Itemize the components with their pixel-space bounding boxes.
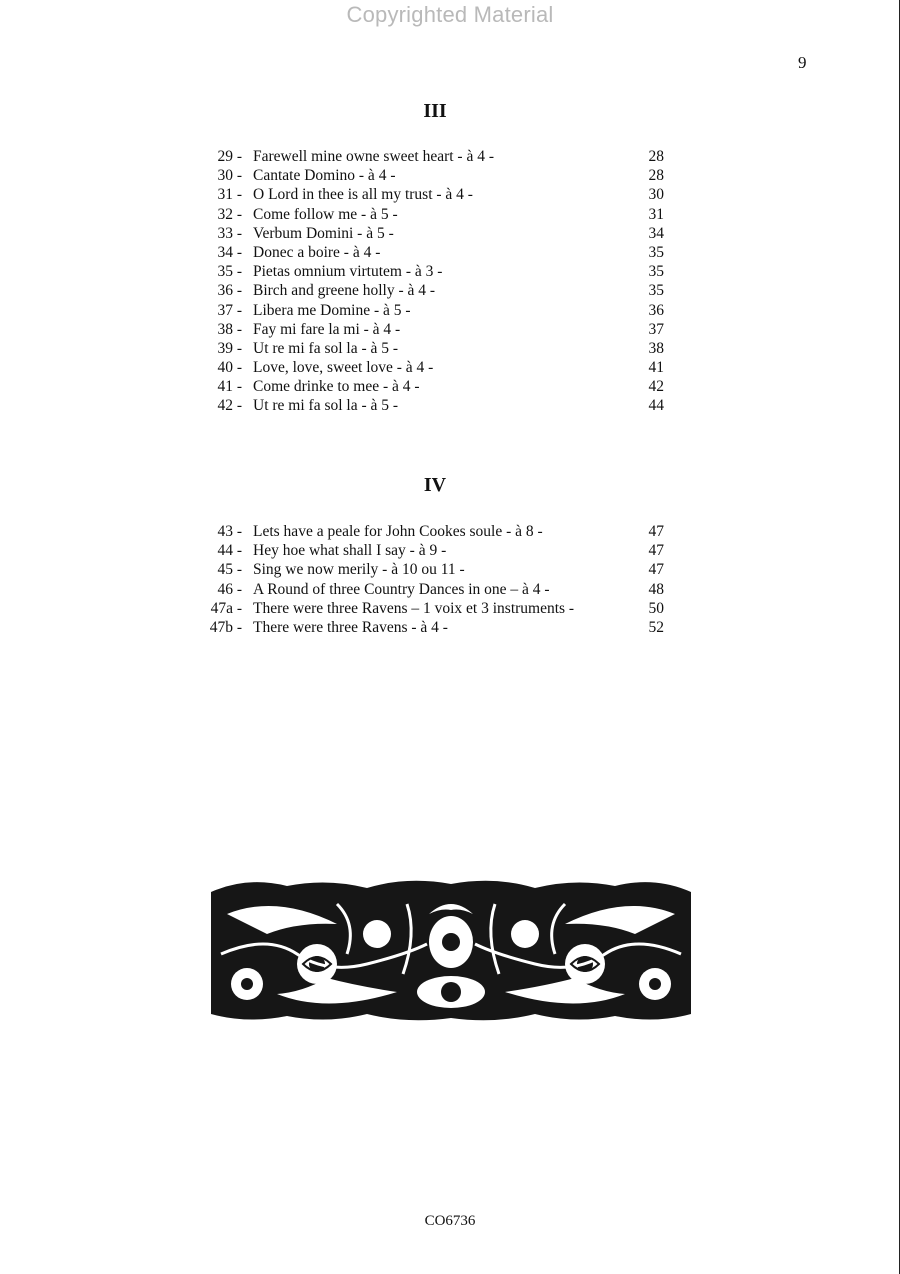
entry-number: 46 - <box>217 580 242 598</box>
entry-page: 38 <box>648 339 664 357</box>
entry-number: 37 - <box>217 301 242 319</box>
toc-entry <box>196 522 674 541</box>
entry-title: Libera me Domine - à 5 - <box>253 301 411 319</box>
entry-title: Sing we now merily - à 10 ou 11 - <box>253 561 465 579</box>
entry-title: Lets have a peale for John Cookes soule - à 8 - <box>253 523 543 540</box>
entry-number: 29 - <box>217 148 242 165</box>
entry-page: 31 <box>648 205 664 223</box>
toc-entry <box>196 320 674 339</box>
entry-page: 44 <box>648 397 664 415</box>
entry-title: Hey hoe what shall I say - à 9 - <box>253 542 447 560</box>
entry-number: 30 - <box>217 167 242 185</box>
floral-ornament-icon <box>207 874 695 1026</box>
entry-page: 36 <box>648 301 664 319</box>
entry-page: 42 <box>648 378 664 396</box>
toc-entry <box>196 339 674 358</box>
entry-title: Farewell mine owne sweet heart - à 4 - <box>253 148 495 165</box>
entry-title: Come drinke to mee - à 4 - <box>253 378 420 396</box>
entry-title: Donec a boire - à 4 - <box>253 243 381 261</box>
entry-title: Birch and greene holly - à 4 - <box>253 282 436 300</box>
entry-number: 47b - <box>209 618 242 636</box>
toc-entry <box>196 580 674 599</box>
toc-entry <box>196 560 674 579</box>
toc-entry <box>196 396 674 415</box>
entry-number: 47a - <box>210 599 242 617</box>
entry-page: 50 <box>648 599 664 617</box>
toc-entry <box>196 281 674 300</box>
entry-page: 47 <box>648 542 664 560</box>
footer-catalog-code: CO6736 <box>424 1213 476 1229</box>
entry-title: There were three Ravens - à 4 - <box>253 618 448 636</box>
toc-entry <box>196 205 674 224</box>
entry-page: 52 <box>648 618 664 636</box>
toc-entry <box>196 301 674 320</box>
entry-number: 41 - <box>217 378 242 396</box>
entry-page: 37 <box>648 320 664 338</box>
entry-page: 35 <box>648 282 664 300</box>
entry-page: 47 <box>648 561 664 579</box>
toc-entry <box>196 377 674 396</box>
entry-number: 33 - <box>217 224 242 242</box>
entry-page: 28 <box>648 148 664 165</box>
entry-title: Pietas omnium virtutem - à 3 - <box>253 263 443 281</box>
toc-entry <box>196 224 674 243</box>
toc-entry <box>196 618 674 637</box>
entry-title: Cantate Domino - à 4 - <box>253 167 396 185</box>
entry-number: 43 - <box>217 523 242 540</box>
entry-number: 42 - <box>217 397 242 415</box>
section-heading-iv: IV <box>423 474 447 496</box>
entry-number: 38 - <box>217 320 242 338</box>
entry-number: 35 - <box>217 263 242 281</box>
entry-page: 34 <box>648 224 664 242</box>
entry-page: 28 <box>648 167 664 185</box>
entry-number: 31 - <box>217 186 242 204</box>
entry-title: There were three Ravens – 1 voix et 3 instruments - <box>253 599 575 617</box>
toc-entry <box>196 166 674 185</box>
toc-entry <box>196 599 674 618</box>
entry-number: 32 - <box>217 205 242 223</box>
entry-title: Come follow me - à 5 - <box>253 205 398 223</box>
entry-number: 40 - <box>217 359 242 377</box>
entry-title: A Round of three Country Dances in one – à 4 - <box>253 580 550 598</box>
entry-number: 44 - <box>217 542 242 560</box>
entry-title: Verbum Domini - à 5 - <box>253 224 394 242</box>
toc-entry <box>196 185 674 204</box>
section-heading-iii: III <box>423 100 447 122</box>
entry-page: 30 <box>648 186 664 204</box>
entry-title: Ut re mi fa sol la - à 5 - <box>253 397 399 415</box>
entry-page: 48 <box>648 580 664 598</box>
entry-number: 36 - <box>217 282 242 300</box>
entry-number: 39 - <box>217 339 242 357</box>
toc-entry <box>196 262 674 281</box>
entry-title: Love, love, sweet love - à 4 - <box>253 359 434 377</box>
entry-number: 45 - <box>217 561 242 579</box>
entry-title: O Lord in thee is all my trust - à 4 - <box>253 186 473 204</box>
toc-entry <box>196 541 674 560</box>
entry-page: 35 <box>648 243 664 261</box>
entry-number: 34 - <box>217 243 242 261</box>
toc-section-iii <box>196 147 674 416</box>
entry-title: Ut re mi fa sol la - à 5 - <box>253 339 399 357</box>
toc-entry <box>196 358 674 377</box>
toc-entry <box>196 243 674 262</box>
page-number: 9 <box>798 53 807 72</box>
entry-page: 41 <box>648 359 664 377</box>
entry-title: Fay mi fare la mi - à 4 - <box>253 320 401 338</box>
toc-section-iv <box>196 522 674 637</box>
watermark: Copyrighted Material <box>346 2 554 27</box>
entry-page: 35 <box>648 263 664 281</box>
entry-page: 47 <box>648 523 664 540</box>
toc-entry <box>196 147 674 166</box>
